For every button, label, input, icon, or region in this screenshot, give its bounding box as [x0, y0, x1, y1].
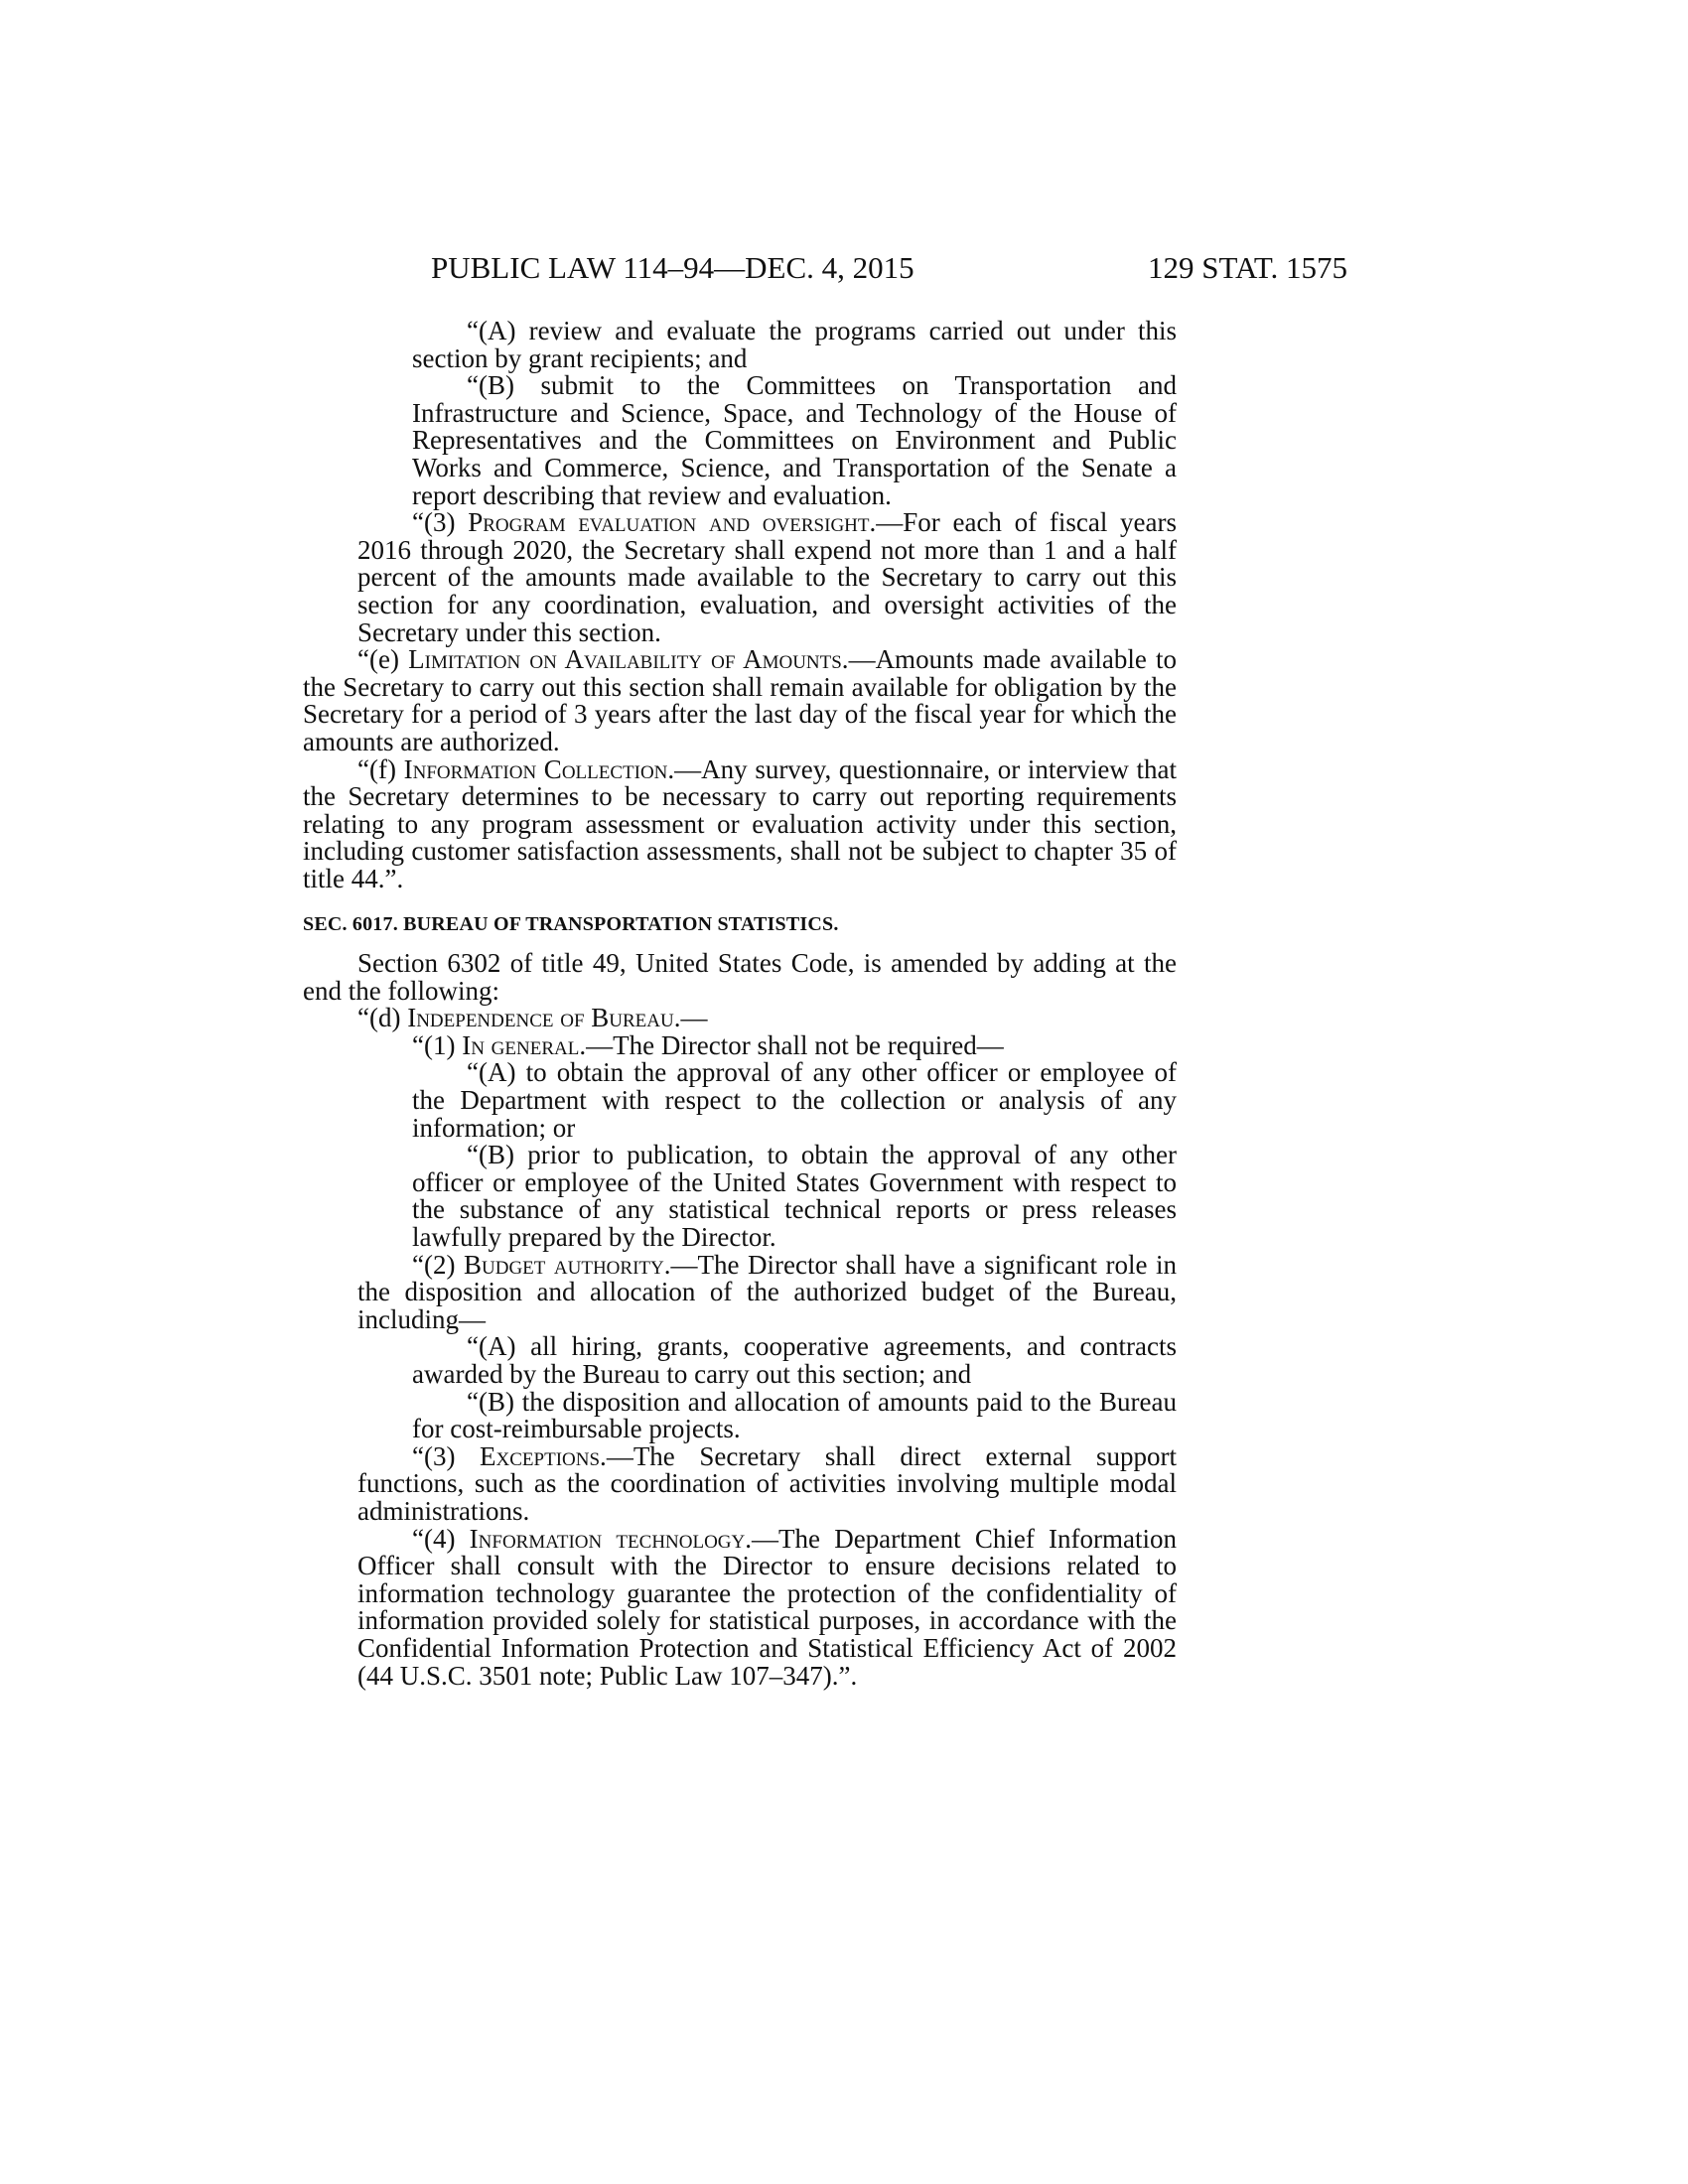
- section-heading: SEC. 6017. BUREAU OF TRANSPORTATION STATISTICS.: [303, 913, 839, 936]
- paragraph: “(4) Information technology.—The Department Chief Information Officer shall consult with the Director to ensure decisions related to information technology guarantee the protection of the confidentiality of information provided solely for statistical purposes, in accordance with the Confidential Information Protection and Statistical Efficiency Act of 2002 (44 U.S.C. 3501 note; Public Law 107–347).”.: [357, 1523, 1177, 1691]
- stat-citation: 129 STAT. 1575: [1148, 250, 1348, 285]
- paragraph: “(B) prior to publication, to obtain the approval of any other officer or employee of the United States Government with respect to the substance of any statistical technical reports or press releases lawfully prepared by the Director.: [412, 1140, 1177, 1252]
- paragraph: “(3) Program evaluation and oversight.—For each of fiscal years 2016 through 2020, the Secretary shall expend not more than 1 and a half percent of the amounts made available to the Secretary to carry out this section for any coordination, evaluation, and oversight activities of the Secretary under this section.: [357, 507, 1177, 647]
- subsection-heading: Independence of Bureau.: [407, 1003, 681, 1033]
- subsection-heading: Budget authority.: [464, 1249, 671, 1280]
- running-title: PUBLIC LAW 114–94—DEC. 4, 2015: [431, 250, 914, 285]
- paragraph: “(B) submit to the Committees on Transportation and Infrastructure and Science, Space, and Technology of the House of Representatives and the Committees on Environment and Public Works and Commerce, Science, and Transportation of the Senate a report describing that review and evaluation.: [412, 370, 1177, 510]
- paragraph: “(3) Exceptions.—The Secretary shall direct external support functions, such as the coordination of activities involving multiple modal administrations.: [357, 1440, 1177, 1526]
- paragraph: “(A) review and evaluate the programs carried out under this section by grant recipients; and: [412, 316, 1177, 373]
- paragraph: “(A) all hiring, grants, cooperative agreements, and contracts awarded by the Bureau to carry out this section; and: [412, 1331, 1177, 1389]
- paragraph: “(B) the disposition and allocation of amounts paid to the Bureau for cost-reimbursable projects.: [412, 1386, 1177, 1444]
- subsection-heading: Information Collection.: [403, 753, 675, 784]
- paragraph: “(A) to obtain the approval of any other officer or employee of the Department with respect to the collection or analysis of any information; or: [412, 1057, 1177, 1143]
- subsection-heading: Exceptions.: [480, 1440, 607, 1471]
- paragraph: “(d) Independence of Bureau.—: [357, 1003, 708, 1033]
- page-header: [0, 250, 1688, 290]
- paragraph: Section 6302 of title 49, United States Code, is amended by adding at the end the following:: [303, 948, 1177, 1006]
- subsection-heading: In general.: [462, 1029, 587, 1060]
- subsection-heading: Limitation on Availability of Amounts.: [408, 644, 849, 675]
- subsection-heading: Program evaluation and oversight.: [468, 507, 877, 538]
- subsection-heading: Information technology.: [469, 1523, 753, 1554]
- paragraph: “(e) Limitation on Availability of Amounts.—Amounts made available to the Secretary to carry out this section shall remain available for obligation by the Secretary for a period of 3 years after the last day of the fiscal year for which the amounts are authorized.: [303, 644, 1177, 756]
- document-body: [303, 318, 1177, 1690]
- paragraph: “(f) Information Collection.—Any survey, questionnaire, or interview that the Secretary determines to be necessary to carry out reporting requirements relating to any program assessment or evaluation activity under this section, including customer satisfaction assessments, shall not be subject to chapter 35 of title 44.”.: [303, 753, 1178, 893]
- paragraph: “(1) In general.—The Director shall not be required—: [412, 1029, 1004, 1060]
- paragraph: “(2) Budget authority.—The Director shall have a significant role in the disposition and allocation of the authorized budget of the Bureau, including—: [357, 1249, 1178, 1334]
